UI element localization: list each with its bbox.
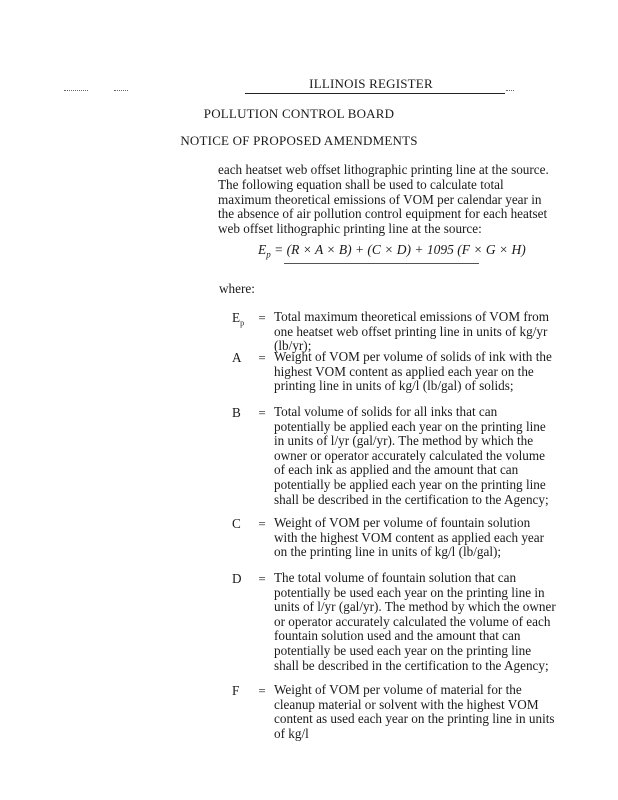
register-underline — [245, 93, 505, 94]
definition-equals: = — [258, 683, 266, 698]
definition-text: Total volume of solids for all inks that can potentially be applied each year on the printing line in units of l/yr (gal/yr). The method by which the owner or operator accurately calculated the volume of each ink as applied and the amount that can potentially be applied each year on the printing line shall be described in the certification to the Agency; — [274, 404, 549, 507]
definition-equals: = — [258, 405, 266, 420]
symbol-subscript: p — [240, 318, 245, 328]
notice-title: NOTICE OF PROPOSED AMENDMENTS — [180, 133, 418, 148]
definition-symbol — [232, 683, 252, 701]
symbol-letter: D — [232, 571, 242, 586]
definition-equals: = — [258, 310, 266, 325]
definition-symbol — [232, 516, 252, 534]
definition-symbol — [232, 310, 252, 328]
definition-text: Weight of VOM per volume of fountain solution with the highest VOM content as applied each year on the printing line in units of kg/l (lb/gal); — [274, 515, 545, 560]
definition-text: The total volume of fountain solution that can potentially be used each year on the printing line in units of l/yr (gal/yr). The method by which the owner or operator accurately calculated the volume of each fountain solution used and the amount that can potentially be used each year on the printing line shall be described in the certification to the Agency; — [274, 570, 556, 673]
definition-symbol — [232, 405, 252, 423]
definition-equals: = — [258, 350, 266, 365]
symbol-letter: B — [232, 405, 241, 420]
definition-equals: = — [258, 516, 266, 531]
equation-lhs-subscript: p — [266, 249, 271, 260]
symbol-letter: A — [232, 350, 242, 365]
board-title: POLLUTION CONTROL BOARD — [203, 106, 395, 121]
definition-symbol — [232, 350, 252, 368]
symbol-letter: F — [232, 683, 240, 698]
definition-symbol — [232, 571, 252, 589]
intro-paragraph: The following equation shall be used to calculate total maximum theoretical emissions of VOM per calendar year in the absence of air pollution control equipment for each heatset web offset lithographic printing line at the source: — [218, 177, 548, 236]
symbol-letter: C — [232, 516, 241, 531]
definition-text: Total maximum theoretical emissions of VOM from one heatset web offset printing line in units of kg/yr (lb/yr); — [274, 309, 549, 354]
equation-underline — [284, 263, 479, 264]
where-label: where: — [219, 281, 255, 296]
equation-rhs: = (R × A × B) + (C × D) + 1095 (F × G × H) — [270, 242, 526, 257]
intro-first-line: each heatset web offset lithographic printing line at the source. — [218, 162, 549, 177]
equation-lhs: E — [258, 242, 267, 257]
definition-equals: = — [258, 571, 266, 586]
emissions-equation — [258, 242, 526, 260]
definition-text: Weight of VOM per volume of material for the cleanup material or solvent with the highest VOM content as used each year on the printing line in units of kg/l — [274, 682, 555, 741]
definition-text: Weight of VOM per volume of solids of ink with the highest VOM content as applied each year on the printing line in units of kg/l (lb/gal) of solids; — [274, 349, 552, 394]
symbol-letter: E — [232, 310, 241, 325]
register-title: ILLINOIS REGISTER — [309, 76, 433, 91]
